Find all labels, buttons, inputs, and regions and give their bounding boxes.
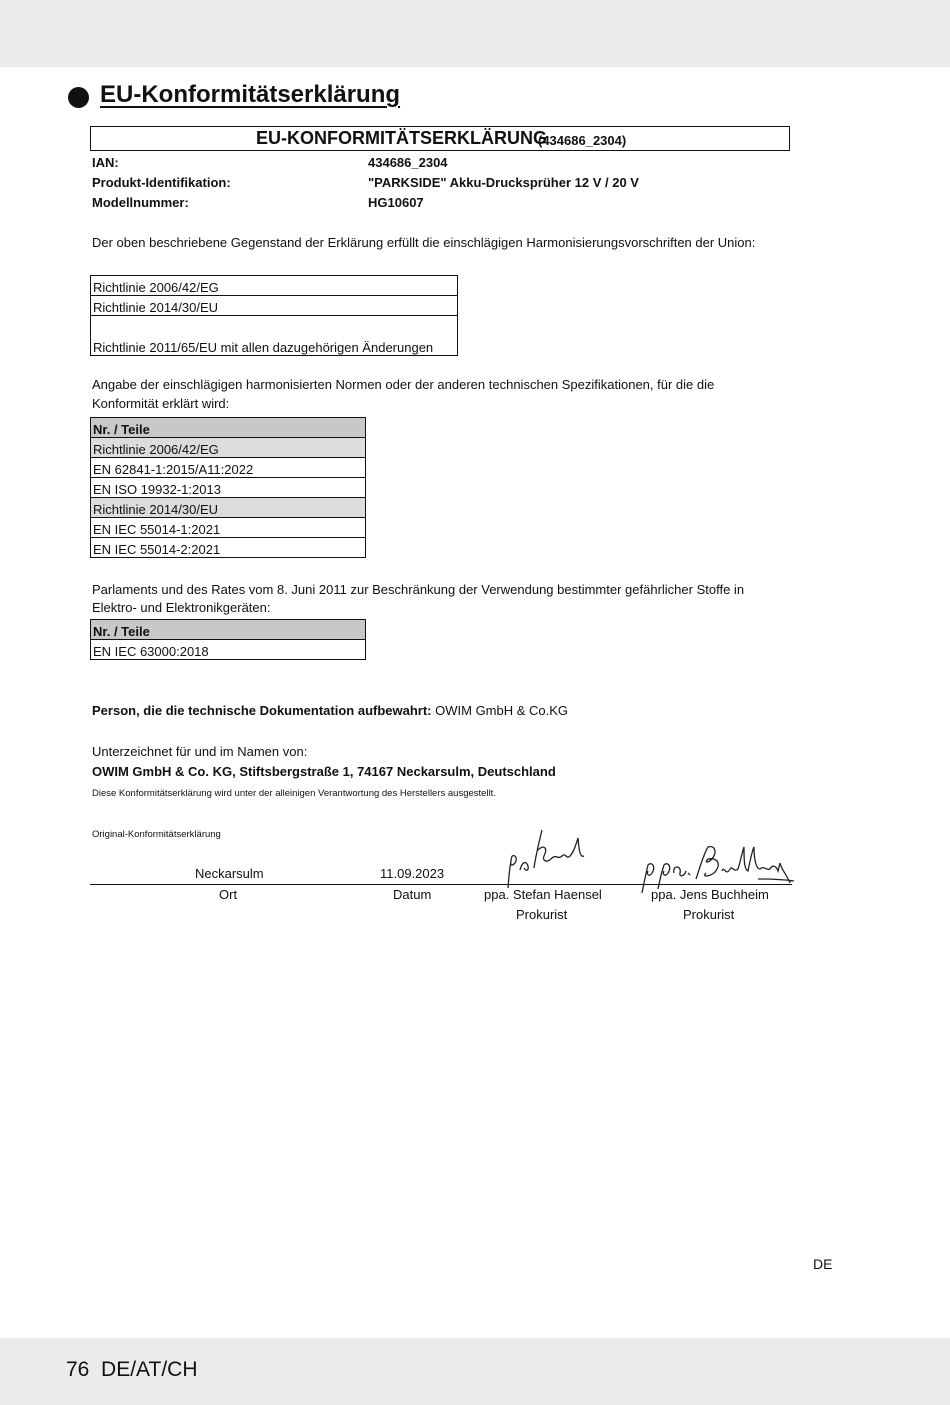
- table-row: [91, 538, 366, 558]
- standard-cell: EN IEC 55014-1:2021: [91, 518, 366, 538]
- documentation-line: [92, 703, 568, 718]
- signature-date: 11.09.2023: [380, 866, 445, 881]
- table-row: [91, 316, 458, 356]
- ian-label: IAN:: [92, 155, 119, 170]
- signed-for-label: Unterzeichnet für und im Namen von:: [92, 744, 308, 759]
- model-value: HG10607: [368, 195, 424, 210]
- standards-table: [90, 417, 366, 558]
- table-row: [91, 498, 366, 518]
- rohs-intro-line2: Elektro- und Elektronikgeräten:: [92, 600, 271, 615]
- documentation-value: OWIM GmbH & Co.KG: [435, 703, 569, 718]
- top-margin-band: [0, 0, 950, 67]
- model-label: Modellnummer:: [92, 195, 189, 210]
- declaration-code: (434686_2304): [538, 133, 627, 148]
- signature-line: [90, 884, 792, 885]
- language-marker: DE: [813, 1256, 833, 1272]
- declaration-title: EU-KONFORMITÄTSERKLÄRUNG: [256, 128, 547, 148]
- documentation-label: Person, die die technische Dokumentation aufbewahrt:: [92, 703, 432, 718]
- directive-cell: Richtlinie 2006/42/EG: [91, 276, 458, 296]
- directive-group-cell: Richtlinie 2006/42/EG: [91, 438, 366, 458]
- signer1-name: ppa. Stefan Haensel: [484, 887, 602, 902]
- country-codes: DE/AT/CH: [101, 1358, 198, 1381]
- signed-for-company: OWIM GmbH & Co. KG, Stiftsbergstraße 1, 74167 Neckarsulm, Deutschland: [92, 764, 556, 779]
- signer2-name: ppa. Jens Buchheim: [651, 887, 769, 902]
- standards-intro-line1: Angabe der einschlägigen harmonisierten Normen oder der anderen technischen Spezifikationen, für die die: [92, 377, 715, 392]
- table-row: [91, 276, 458, 296]
- rohs-intro-line1: Parlaments und des Rates vom 8. Juni 2011 zur Beschränkung der Verwendung bestimmter gefährlicher Stoffe in: [92, 582, 745, 597]
- signature-haensel: [500, 826, 592, 892]
- signer2-role: Prokurist: [683, 907, 735, 922]
- page-number: 76: [66, 1358, 90, 1381]
- product-value: "PARKSIDE" Akku-Drucksprüher 12 V / 20 V: [368, 175, 639, 190]
- directive-group-cell: Richtlinie 2014/30/EU: [91, 498, 366, 518]
- directive-cell: Richtlinie 2011/65/EU mit allen dazugehörigen Änderungen: [91, 316, 458, 356]
- signer1-role: Prokurist: [516, 907, 568, 922]
- product-label: Produkt-Identifikation:: [92, 175, 231, 190]
- standard-cell: EN IEC 63000:2018: [91, 640, 366, 660]
- ian-value: 434686_2304: [368, 155, 448, 170]
- standard-cell: EN IEC 55014-2:2021: [91, 538, 366, 558]
- directives-table: [90, 275, 458, 356]
- standards-intro-line2: Konformität erklärt wird:: [92, 396, 230, 411]
- table-row: [91, 518, 366, 538]
- date-label: Datum: [393, 887, 432, 902]
- table-row: [91, 640, 366, 660]
- responsibility-note: Diese Konformitätserklärung wird unter der alleinigen Verantwortung des Herstellers ausgestellt.: [92, 788, 496, 799]
- place-label: Ort: [219, 887, 238, 902]
- table-row: [91, 478, 366, 498]
- standard-cell: EN ISO 19932-1:2013: [91, 478, 366, 498]
- rohs-table: [90, 619, 366, 660]
- original-note: Original-Konformitätserklärung: [92, 829, 221, 840]
- table-row: [91, 418, 366, 438]
- table-row: [91, 458, 366, 478]
- table-row: [91, 296, 458, 316]
- standard-cell: EN 62841-1:2015/A11:2022: [91, 458, 366, 478]
- bullet-icon: [68, 87, 89, 108]
- intro-statement: Der oben beschriebene Gegenstand der Erklärung erfüllt die einschlägigen Harmonisierungsvorschriften der Union:: [92, 235, 756, 250]
- table-header-cell: Nr. / Teile: [91, 418, 366, 438]
- directive-cell: Richtlinie 2014/30/EU: [91, 296, 458, 316]
- table-header-cell: Nr. / Teile: [91, 620, 366, 640]
- page-footer: [66, 1358, 197, 1382]
- section-heading: EU-Konformitätserklärung: [100, 81, 401, 108]
- signature-place: Neckarsulm: [195, 866, 264, 881]
- table-row: [91, 620, 366, 640]
- table-row: [91, 438, 366, 458]
